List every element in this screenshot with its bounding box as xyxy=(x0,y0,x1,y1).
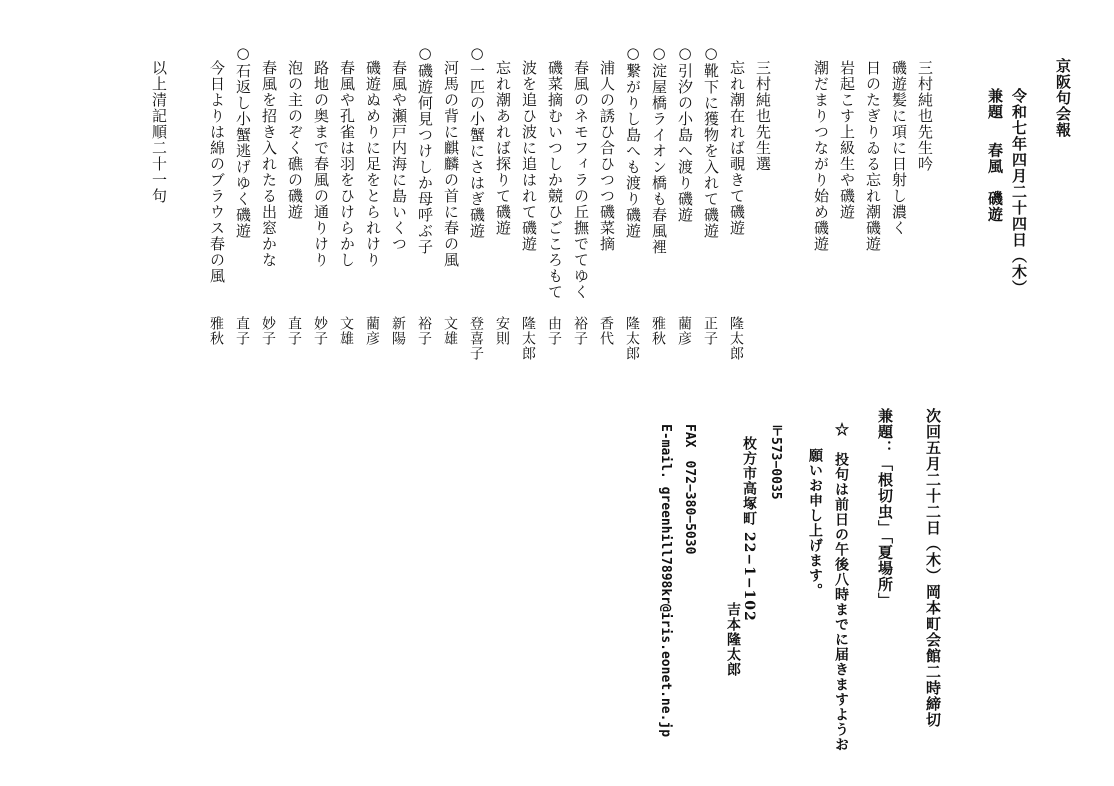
poem-line: 春風を招き入れたる出窓かな xyxy=(260,60,278,268)
submission-note: ☆ 投句は前日の午後八時までに届きますようお xyxy=(833,422,849,752)
poem-author: 由子 xyxy=(546,316,562,346)
sensei-gin-poem: 磯遊髪に項に日射し濃く xyxy=(890,60,908,236)
poem-author: 妙子 xyxy=(260,316,276,346)
poem-author: 正子 xyxy=(702,316,718,346)
poem-author: 安則 xyxy=(494,316,510,346)
poem-author: 文雄 xyxy=(338,316,354,346)
poem-author: 裕子 xyxy=(416,316,432,346)
poem-line: 磯遊ぬめりに足をとられけり xyxy=(364,60,382,268)
poem-line: ○繋がりし島へも渡り磯遊 xyxy=(624,44,642,239)
poem-line: 波を追ひ波に追はれて磯遊 xyxy=(520,60,538,252)
report-title: 京阪句会報 xyxy=(1054,58,1072,138)
poem-line: ○磯遊何見つけしか母呼ぶ子 xyxy=(416,44,434,255)
poem-line: 春風や孔雀は羽をひけらかし xyxy=(338,60,356,268)
poem-line: 河馬の背に麒麟の首に春の風 xyxy=(442,60,460,268)
poem-author: 香代 xyxy=(598,316,614,346)
meeting-date: 令和七年四月二十四日（木） xyxy=(1010,88,1028,296)
poem-author: 直子 xyxy=(234,316,250,346)
sensei-gin-poem: 潮だまりつながり始め磯遊 xyxy=(812,60,830,252)
poem-line: 磯菜摘むいつしか競ひごころもて xyxy=(546,60,564,300)
sensei-gin-poem: 岩起こす上級生や磯遊 xyxy=(838,60,856,220)
sensei-gin-heading: 三村純也先生吟 xyxy=(916,60,934,172)
poem-author: 隆太郎 xyxy=(728,316,744,361)
poem-author: 藺彦 xyxy=(364,316,380,346)
poem-line: 浦人の誘ひ合ひつつ磯菜摘 xyxy=(598,60,616,252)
address: 枚方市高塚町 22−1−102 xyxy=(741,436,757,622)
poem-line: ○石返し小蟹逃げゆく磯遊 xyxy=(234,44,252,239)
poem-author: 新陽 xyxy=(390,316,406,346)
fax-number: FAX 072−380−5030 xyxy=(682,424,697,555)
submission-note: 願いお申し上げます。 xyxy=(807,448,823,598)
poem-author: 裕子 xyxy=(572,316,588,346)
poem-line: 春風のネモフィラの丘撫でてゆく xyxy=(572,60,590,300)
poem-line: 今日よりは綿のブラウス春の風 xyxy=(208,60,226,284)
poem-line: 泡の主のぞく礁の磯遊 xyxy=(286,60,304,220)
contact-name: 吉本隆太郎 xyxy=(725,602,741,677)
poem-line: ○淀屋橋ライオン橋も春風裡 xyxy=(650,44,668,255)
poem-author: 雅秋 xyxy=(650,316,666,346)
closing-count: 以上清記順二十一句 xyxy=(150,60,168,204)
poem-author: 妙子 xyxy=(312,316,328,346)
next-meeting: 次回五月二十二日（木）岡本町会館二時締切 xyxy=(924,408,942,728)
poem-line: ○一匹の小蟹にさはぎ磯遊 xyxy=(468,44,486,239)
kendai-theme: 兼題 春風 磯遊 xyxy=(986,88,1004,223)
poem-line: 春風や瀬戸内海に島いくつ xyxy=(390,60,408,252)
poem-line: ○靴下に獲物を入れて磯遊 xyxy=(702,44,720,239)
poem-author: 藺彦 xyxy=(676,316,692,346)
poem-author: 文雄 xyxy=(442,316,458,346)
email-address: E-mail. greenhill7898kr@iris.eonet.ne.jp xyxy=(658,424,673,738)
poem-line: ○引汐の小島へ渡り磯遊 xyxy=(676,44,694,223)
poem-author: 雅秋 xyxy=(208,316,224,346)
poem-author: 隆太郎 xyxy=(624,316,640,361)
poem-line: 忘れ潮あれば探りて磯遊 xyxy=(494,60,512,236)
postal-code: 〒573−0035 xyxy=(768,424,783,500)
sensei-gin-poem: 日のたぎりゐる忘れ潮磯遊 xyxy=(864,60,882,252)
poem-line: 忘れ潮在れば覗きて磯遊 xyxy=(728,60,746,236)
next-kendai: 兼題：「根切虫」「夏場所」 xyxy=(876,408,894,609)
poem-author: 隆太郎 xyxy=(520,316,536,361)
poem-line: 路地の奥まで春風の通りけり xyxy=(312,60,330,268)
poem-author: 登喜子 xyxy=(468,316,484,361)
sensei-sen-heading: 三村純也先生選 xyxy=(754,60,772,172)
poem-author: 直子 xyxy=(286,316,302,346)
